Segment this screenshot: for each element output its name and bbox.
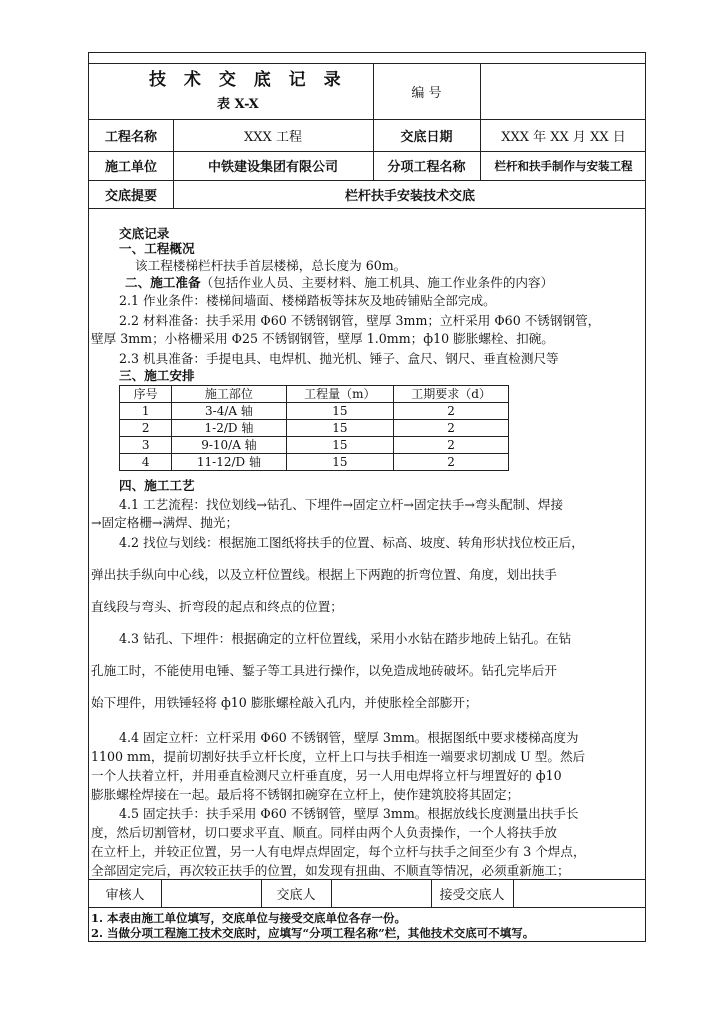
table-cell: 2 bbox=[394, 420, 509, 437]
text-line: 4.1 工艺流程：找位划线→钻孔、下埋件→固定立杆→固定扶手→弯头配制、焊接 bbox=[119, 497, 564, 512]
table-row bbox=[120, 437, 509, 454]
receiver-label: 接受交底人 bbox=[439, 887, 505, 903]
divider bbox=[331, 879, 332, 907]
table-cell: 2 bbox=[394, 454, 509, 471]
table-row bbox=[120, 454, 509, 471]
table-cell: 15 bbox=[286, 420, 394, 437]
number-label: 编 号 bbox=[411, 85, 442, 101]
text-line: 该工程楼梯栏杆扶手首层楼梯，总长度为 60m。 bbox=[135, 258, 407, 273]
footnotes bbox=[89, 911, 647, 941]
date-value: XXX 年 XX 月 XX 日 bbox=[501, 129, 626, 145]
date-label: 交底日期 bbox=[400, 129, 453, 145]
text-line: 弹出扶手纵向中心线，以及立杆位置线。根据上下两跑的折弯位置、角度，划出扶手 bbox=[91, 567, 557, 582]
project-name-label: 工程名称 bbox=[104, 129, 157, 145]
table-cell: 2 bbox=[394, 403, 509, 420]
record-heading: 交底记录 bbox=[119, 226, 170, 241]
section-1-title: 一、工程概况 bbox=[119, 241, 195, 256]
table-cell: 3-4/A 轴 bbox=[172, 403, 286, 420]
column-header: 施工部位 bbox=[172, 386, 286, 403]
divider bbox=[513, 879, 514, 907]
section-3-title: 三、施工安排 bbox=[119, 368, 195, 383]
table-cell: 11-12/D 轴 bbox=[172, 454, 286, 471]
text-line: 一个人扶着立杆，并用垂直检测尺立杆垂直度，另一人用电焊将立杆与埋置好的 ф10 bbox=[91, 768, 562, 783]
column-header: 工程量（m） bbox=[286, 386, 394, 403]
table-cell: 9-10/A 轴 bbox=[172, 437, 286, 454]
text-line: 孔施工时，不能使用电锤、錾子等工具进行操作，以免造成地砖破坏。钻孔完毕后开 bbox=[91, 663, 557, 678]
table-cell: 15 bbox=[286, 403, 394, 420]
table-row bbox=[120, 403, 509, 420]
sub-project-label: 分项工程名称 bbox=[387, 160, 466, 175]
text-line: 4.2 找位与划线：根据施工图纸将扶手的位置、标高、坡度、转角形状找位校正后， bbox=[119, 535, 584, 550]
record-body bbox=[89, 222, 647, 878]
divider bbox=[161, 879, 162, 907]
discloser-label: 交底人 bbox=[276, 887, 316, 903]
form-title: 技 术 交 底 记 录 bbox=[149, 70, 347, 90]
text-line: 4.4 固定立杆：立杆采用 Φ60 不锈钢管，壁厚 3mm。根据图纸中要求楼梯高度为 bbox=[119, 730, 579, 745]
table-header-row bbox=[120, 386, 509, 403]
text-line: 2.1 作业条件：楼梯间墙面、楼梯踏板等抹灰及地砖铺贴全部完成。 bbox=[119, 293, 496, 308]
text-line: 壁厚 3mm；小格栅采用 Φ25 不锈钢钢管，壁厚 1.0mm；ф10 膨胀螺栓、扣碗。 bbox=[91, 331, 554, 346]
unit-value: 中铁建设集团有限公司 bbox=[207, 160, 338, 175]
table-row bbox=[120, 420, 509, 437]
divider bbox=[89, 879, 645, 880]
text-line: 全部固定完后，再次较正扶手的位置，如发现有扭曲、不顺直等情况，必须重新施工； bbox=[91, 863, 570, 878]
text-line: 1100 mm，提前切割好扶手立杆长度，立杆上口与扶手相连一端要求切割成 U 型。然后 bbox=[91, 749, 586, 764]
project-name-value: XXX 工程 bbox=[244, 129, 302, 145]
text-line: →固定格栅→满焊、抛光； bbox=[91, 515, 239, 530]
text-line: 膨胀螺栓焊接在一起。最后将不锈钢扣碗穿在立杆上，使作建筑胶将其固定； bbox=[91, 787, 520, 802]
section-2-title: 二、施工准备 bbox=[125, 275, 201, 290]
text-line: 4.3 钻孔、下埋件：根据确定的立杆位置线，采用小水钻在踏步地砖上钻孔。在钻 bbox=[119, 631, 572, 646]
table-cell: 4 bbox=[120, 454, 172, 471]
note-1: 1. 本表由施工单位填写，交底单位与接受交底单位各存一份。 bbox=[91, 911, 407, 925]
sub-project-value: 栏杆和扶手制作与安装工程 bbox=[494, 158, 633, 173]
section-2-note: （包括作业人员、主要材料、施工机具、施工作业条件的内容） bbox=[200, 275, 554, 290]
text-line: 度，然后切割管材，切口要求平直、顺直。同样由两个人负责操作，一个人将扶手放 bbox=[91, 825, 557, 840]
table-cell: 15 bbox=[286, 437, 394, 454]
text-line: 直线段与弯头、折弯段的起点和终点的位置； bbox=[91, 599, 343, 614]
reviewer-label: 审核人 bbox=[105, 887, 145, 903]
table-cell: 15 bbox=[286, 454, 394, 471]
section-4-title: 四、施工工艺 bbox=[119, 478, 195, 493]
table-cell: 3 bbox=[120, 437, 172, 454]
text-line: 始下埋件，用铁锤轻将 ф10 膨胀螺栓敲入孔内，并使胀栓全部膨开； bbox=[91, 695, 478, 710]
table-cell: 2 bbox=[120, 420, 172, 437]
table-cell: 1 bbox=[120, 403, 172, 420]
table-cell: 2 bbox=[394, 437, 509, 454]
unit-label: 施工单位 bbox=[104, 160, 157, 175]
column-header: 序号 bbox=[120, 386, 172, 403]
note-2: 2. 当做分项工程施工技术交底时，应填写“分项工程名称”栏，其他技术交底可不填写。 bbox=[91, 926, 535, 940]
disclosure-form bbox=[88, 52, 646, 942]
text-line: 2.2 材料准备：扶手采用 Φ60 不锈钢钢管，壁厚 3mm；立杆采用 Φ60 不锈钢钢管， bbox=[119, 313, 601, 328]
number-value bbox=[480, 63, 647, 119]
summary-value: 栏杆扶手安装技术交底 bbox=[344, 188, 475, 204]
divider bbox=[89, 208, 645, 209]
table-cell: 1-2/D 轴 bbox=[172, 420, 286, 437]
text-line: 2.3 机具准备：手提电具、电焊机、抛光机、锤子、盒尺、钢尺、垂直检测尺等 bbox=[119, 351, 559, 366]
form-number: 表 X-X bbox=[217, 97, 259, 112]
text-line: 4.5 固定扶手：扶手采用 Φ60 不锈钢管，壁厚 3mm。根据放线长度测量出扶手长 bbox=[119, 806, 579, 821]
text-line: 在立杆上，并较正位置，另一人有电焊点焊固定，每个立杆与扶手之间至少有 3 个焊点， bbox=[91, 844, 586, 859]
column-header: 工期要求（d） bbox=[394, 386, 509, 403]
divider bbox=[89, 907, 645, 908]
schedule-table bbox=[119, 385, 509, 471]
summary-label: 交底提要 bbox=[104, 188, 157, 204]
